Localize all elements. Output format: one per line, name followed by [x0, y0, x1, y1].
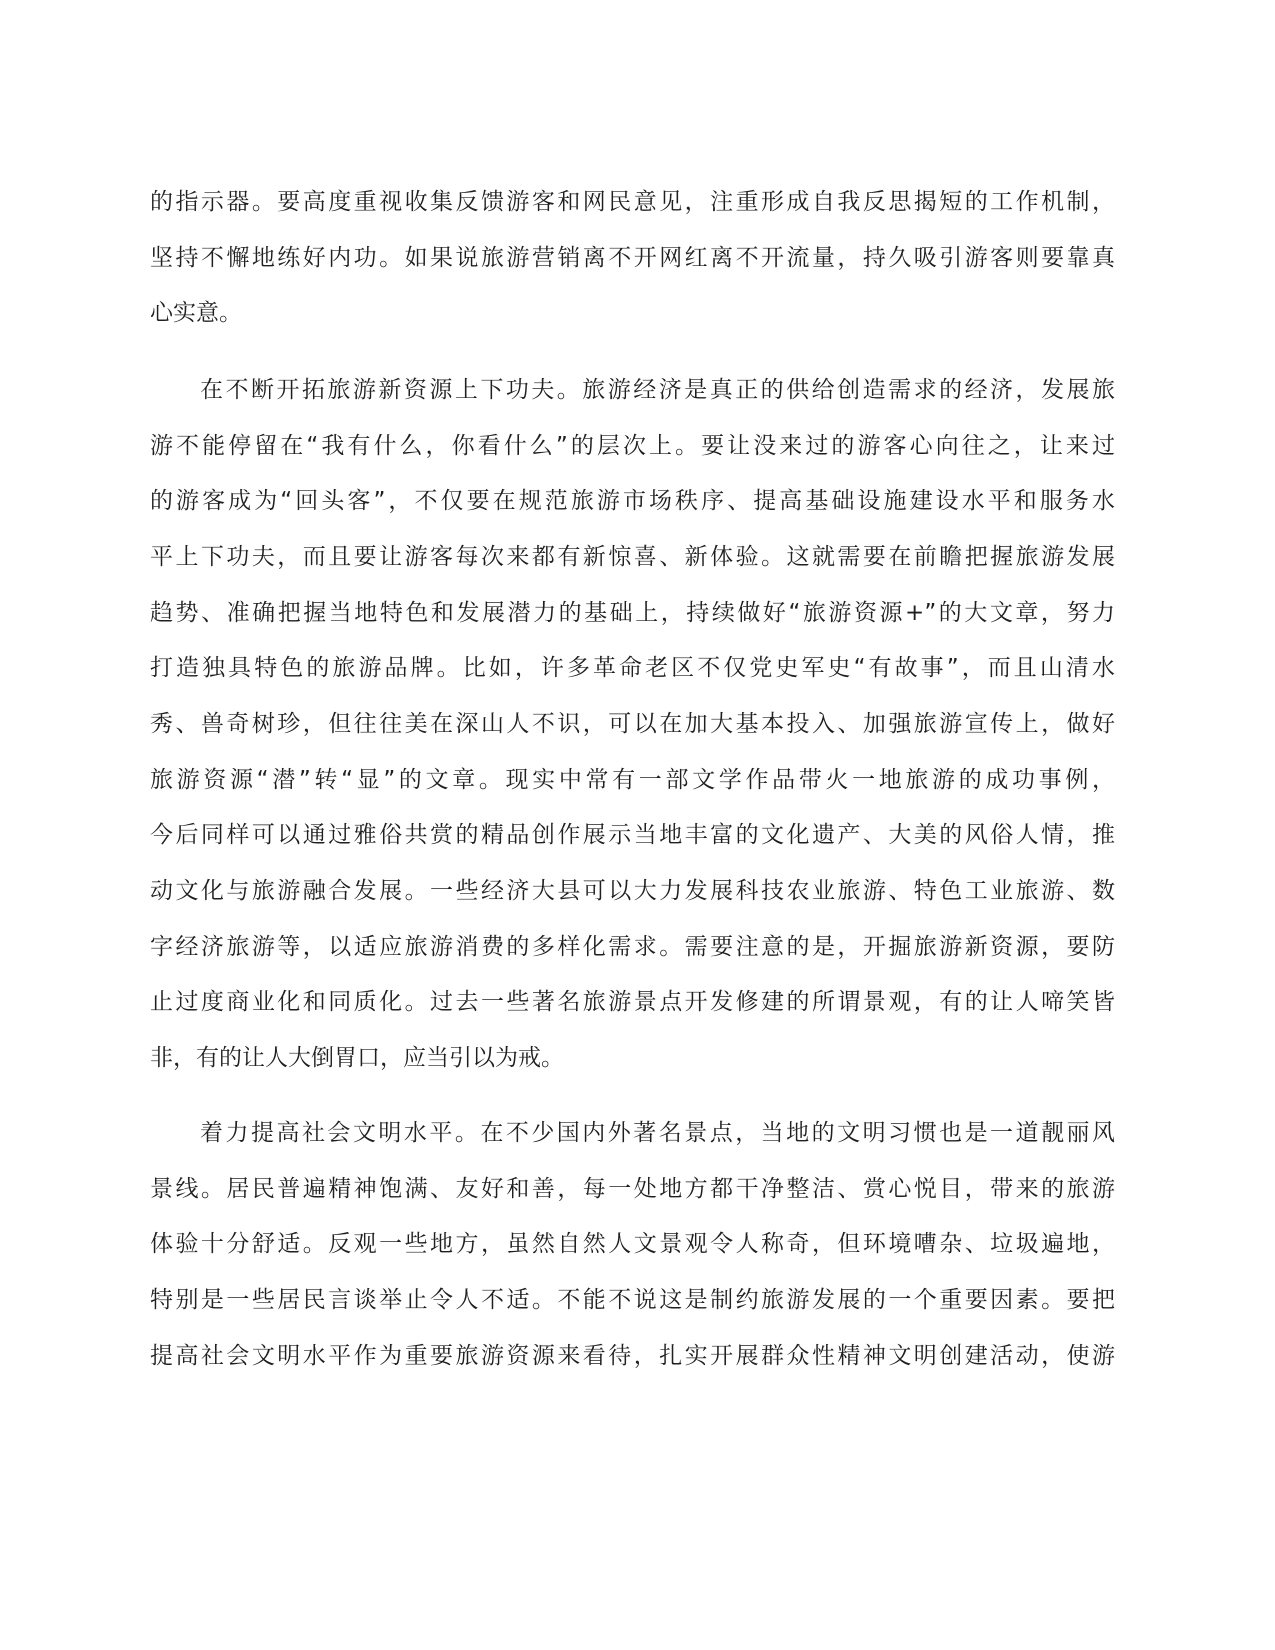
text-line: 字经济旅游等，以适应旅游消费的多样化需求。需要注意的是，开掘旅游新资源，要防: [150, 934, 1115, 960]
text-line: 游不能停留在“我有什么，你看什么”的层次上。要让没来过的游客心向往之，让来过: [150, 433, 1115, 459]
paragraph-first-line: 在不断开拓旅游新资源上下功夫。旅游经济是真正的供给创造需求的经济，发展旅: [200, 377, 1115, 403]
text-line: 心实意。: [150, 300, 242, 326]
text-line: 动文化与旅游融合发展。一些经济大县可以大力发展科技农业旅游、特色工业旅游、数: [150, 878, 1115, 904]
text-line: 趋势、准确把握当地特色和发展潜力的基础上，持续做好“旅游资源+”的大文章，努力: [150, 600, 1115, 626]
text-line: 旅游资源“潜”转“显”的文章。现实中常有一部文学作品带火一地旅游的成功事例，: [150, 767, 1115, 793]
text-line: 体验十分舒适。反观一些地方，虽然自然人文景观令人称奇，但环境嘈杂、垃圾遍地，: [150, 1231, 1115, 1257]
text-line: 提高社会文明水平作为重要旅游资源来看待，扎实开展群众性精神文明创建活动，使游: [150, 1343, 1115, 1369]
paragraph-first-line: 着力提高社会文明水平。在不少国内外著名景点，当地的文明习惯也是一道靓丽风: [200, 1120, 1115, 1146]
text-line: 秀、兽奇树珍，但往往美在深山人不识，可以在加大基本投入、加强旅游宣传上，做好: [150, 711, 1115, 737]
text-line: 平上下功夫，而且要让游客每次来都有新惊喜、新体验。这就需要在前瞻把握旅游发展: [150, 544, 1115, 570]
text-line: 非，有的让人大倒胃口，应当引以为戒。: [150, 1045, 564, 1071]
text-line: 的游客成为“回头客”，不仅要在规范旅游市场秩序、提高基础设施建设水平和服务水: [150, 488, 1115, 514]
text-line: 今后同样可以通过雅俗共赏的精品创作展示当地丰富的文化遗产、大美的风俗人情，推: [150, 822, 1115, 848]
text-line: 特别是一些居民言谈举止令人不适。不能不说这是制约旅游发展的一个重要因素。要把: [150, 1287, 1115, 1313]
text-line: 的指示器。要高度重视收集反馈游客和网民意见，注重形成自我反思揭短的工作机制，: [150, 189, 1115, 215]
text-line: 止过度商业化和同质化。过去一些著名旅游景点开发修建的所谓景观，有的让人啼笑皆: [150, 989, 1115, 1015]
text-line: 景线。居民普遍精神饱满、友好和善，每一处地方都干净整洁、赏心悦目，带来的旅游: [150, 1176, 1115, 1202]
text-line: 打造独具特色的旅游品牌。比如，许多革命老区不仅党史军史“有故事”，而且山清水: [150, 655, 1115, 681]
text-line: 坚持不懈地练好内功。如果说旅游营销离不开网红离不开流量，持久吸引游客则要靠真: [150, 245, 1115, 271]
